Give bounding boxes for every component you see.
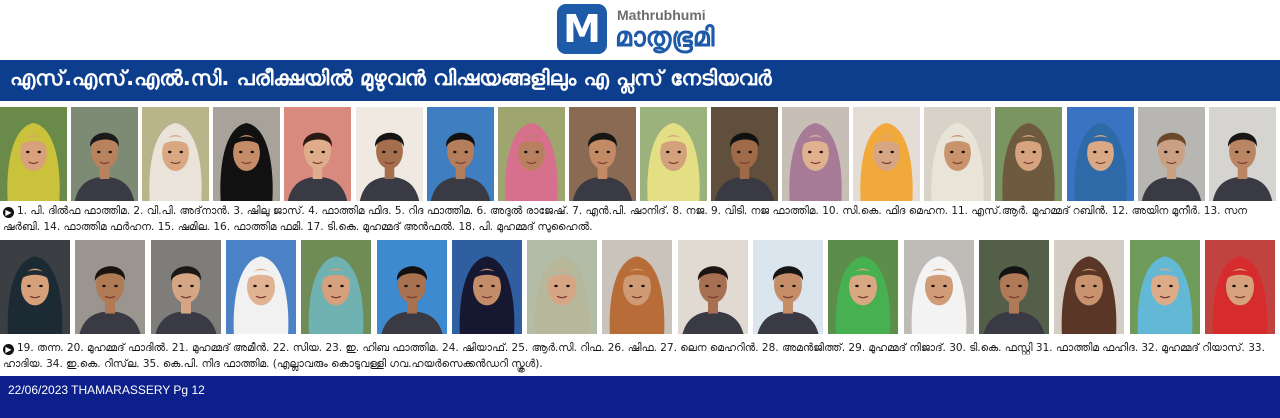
caption-row-2 [3, 340, 1277, 372]
bullet-arrow-icon: ▶ [3, 207, 14, 218]
student-photo [1209, 107, 1276, 201]
student-photo [711, 107, 778, 201]
student-photo [452, 240, 522, 334]
logo-letter: M [563, 7, 601, 51]
student-photo [301, 240, 371, 334]
photo-row-2 [0, 240, 1280, 334]
student-photo [498, 107, 565, 201]
student-photo [75, 240, 145, 334]
student-photo [640, 107, 707, 201]
mathrubhumi-logo-icon [557, 4, 607, 54]
masthead [0, 0, 1280, 60]
student-photo [226, 240, 296, 334]
caption-text-row-1: 1. പി. ദിൽഫ ഫാത്തിമ. 2. വി.പി. അദ്‌നാൻ. 3. ഷിലു ജാസ്. 4. ഫാത്തിമ ഫിദ. 5. റിദ ഫാത്തിമ. 6. അദുൽ രാജേഷ്. 7. എൻ.പി. ഷാനിദ്. 8. നജ. 9. വിടി. നജ ഫാത്തിമ. 10. സി.കെ. ഫിദ മെഹന. 11. എസ്.ആർ. മുഹമ്മദ് റബിൻ. 12. അയിന മുനീർ. 13. സന ഷർബി. 14. ഫാത്തിമ ഫർഹന. 15. ഷമില. 16. ഫാത്തിമ ഫമി. 17. ടി.കെ. മുഹമ്മദ് അൻഫൽ. 18. പി. മുഹമ്മദ് സുഹൈൽ. [3, 205, 1248, 233]
student-photo [1067, 107, 1134, 201]
student-photo [602, 240, 672, 334]
student-photo [979, 240, 1049, 334]
dateline: 22/06/2023 THAMARASSERY Pg 12 [8, 383, 205, 397]
brand-name-latin: Mathrubhumi [617, 7, 706, 23]
caption-row-1 [3, 203, 1277, 235]
brand-name-malayalam: മാതൃഭൂമി [615, 22, 715, 53]
photo-row-1 [0, 107, 1280, 201]
student-photo [284, 107, 351, 201]
student-photo [1138, 107, 1205, 201]
student-photo [569, 107, 636, 201]
student-photo [356, 107, 423, 201]
headline: എസ്.എസ്.എൽ.സി. പരീക്ഷയിൽ മുഴുവൻ വിഷയങ്ങളിലും എ പ്ലസ് നേടിയവർ [10, 66, 772, 90]
student-photo [904, 240, 974, 334]
student-photo [1054, 240, 1124, 334]
student-photo [678, 240, 748, 334]
student-photo [924, 107, 991, 201]
bullet-arrow-icon: ▶ [3, 344, 14, 355]
headline-bar [0, 60, 1280, 101]
student-photo [151, 240, 221, 334]
student-photo [1130, 240, 1200, 334]
student-photo [853, 107, 920, 201]
student-photo [142, 107, 209, 201]
student-photo [0, 240, 70, 334]
student-photo [995, 107, 1062, 201]
caption-text-row-2: 19. തന്ന. 20. മുഹമ്മദ് ഫാദിൽ. 21. മുഹമ്മദ് അമീൻ. 22. സിയ. 23. ഇ. ഹിബ ഫാത്തിമ. 24. ഷിയാഫ്. 25. ആർ.സി. റിഫ. 26. ഷിഫ. 27. ലെന മെഹറിൻ. 28. അമൻജിത്ത്. 29. മുഹമ്മദ് നിജാദ്. 30. ടി.കെ. ഫസ്റ്റി 31. ഫാത്തിമ ഫഹിദ. 32. മുഹമ്മദ് റിയാസ്. 33. ഹാദിയ. 34. ഇ.കെ. റിസ്‌ല. 35. കെ.പി. നിദ ഫാത്തിമ. (എല്ലാവരും കൊടുവള്ളി ഗവ.ഹയർസെക്കൻഡറി സ്കൂൾ). [3, 342, 1265, 370]
student-photo [213, 107, 280, 201]
student-photo [0, 107, 67, 201]
footer-bar [0, 376, 1280, 418]
student-photo [828, 240, 898, 334]
student-photo [527, 240, 597, 334]
student-photo [782, 107, 849, 201]
student-photo [1205, 240, 1275, 334]
student-photo [377, 240, 447, 334]
student-photo [427, 107, 494, 201]
student-photo [71, 107, 138, 201]
student-photo [753, 240, 823, 334]
